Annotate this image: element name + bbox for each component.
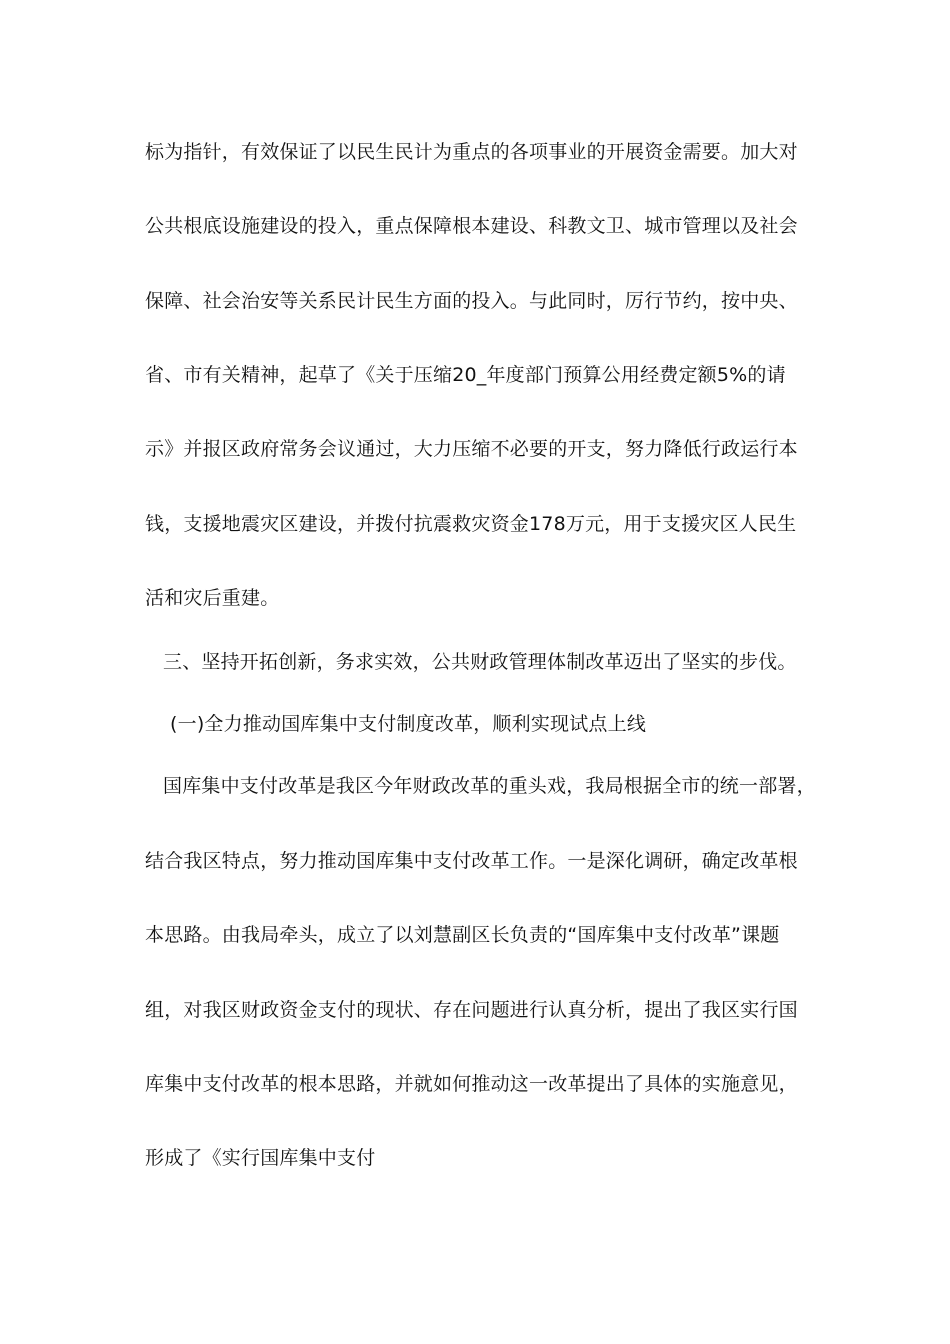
paragraph-line: 标为指针，有效保证了以民生民计为重点的各项事业的开展资金需要。加大对 [145, 141, 798, 163]
paragraph-line: 省、市有关精神，起草了《关于压缩20_年度部门预算公用经费定额5%的请 [145, 364, 786, 386]
subsection-heading: (一)全力推动国库集中支付制度改革，顺利实现试点上线 [170, 713, 647, 735]
paragraph-line: 形成了《实行国库集中支付 [145, 1147, 376, 1169]
paragraph-line: 钱，支援地震灾区建设，并拨付抗震救灾资金178万元，用于支援灾区人民生 [145, 513, 797, 535]
paragraph-line: 库集中支付改革的根本思路，并就如何推动这一改革提出了具体的实施意见， [145, 1073, 798, 1095]
paragraph-line: 结合我区特点，努力推动国库集中支付改革工作。一是深化调研，确定改革根 [145, 850, 798, 872]
paragraph-line: 国库集中支付改革是我区今年财政改革的重头戏，我局根据全市的统一部署， [163, 775, 816, 797]
paragraph-line: 本思路。由我局牵头，成立了以刘慧副区长负责的“国库集中支付改革”课题 [145, 924, 780, 946]
paragraph-line: 组，对我区财政资金支付的现状、存在问题进行认真分析，提出了我区实行国 [145, 999, 798, 1021]
paragraph-line: 保障、社会治安等关系民计民生方面的投入。与此同时，厉行节约，按中央、 [145, 290, 798, 312]
section-heading: 三、坚持开拓创新，务求实效，公共财政管理体制改革迈出了坚实的步伐。 [163, 651, 797, 673]
paragraph-line: 示》并报区政府常务会议通过，大力压缩不必要的开支，努力降低行政运行本 [145, 438, 798, 460]
paragraph-line: 活和灾后重建。 [145, 587, 280, 609]
paragraph-line: 公共根底设施建设的投入，重点保障根本建设、科教文卫、城市管理以及社会 [145, 215, 798, 237]
